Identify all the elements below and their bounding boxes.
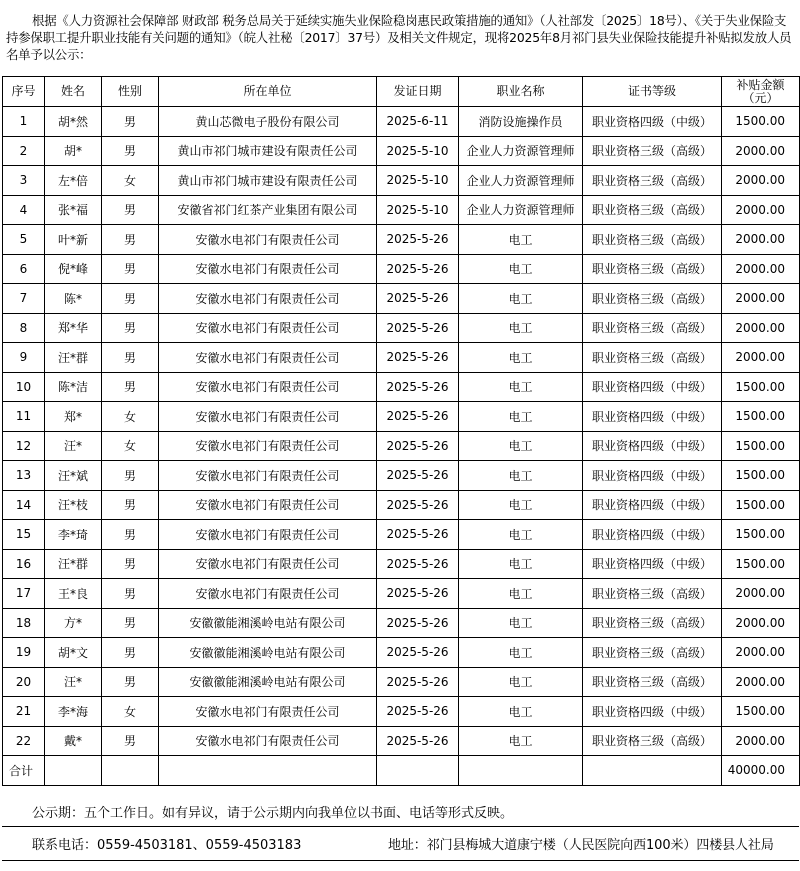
employer: 安徽水电祁门有限责任公司 — [159, 343, 377, 373]
table-total-row — [3, 756, 800, 786]
person-name: 叶*新 — [45, 225, 102, 255]
person-name: 李*海 — [45, 697, 102, 727]
gender: 男 — [102, 579, 159, 609]
employer: 安徽水电祁门有限责任公司 — [159, 254, 377, 284]
employer: 安徽水电祁门有限责任公司 — [159, 461, 377, 491]
cert-level: 职业资格四级（中级） — [583, 549, 722, 579]
person-name: 方* — [45, 608, 102, 638]
issue-date: 2025-5-26 — [377, 284, 459, 314]
employer: 安徽水电祁门有限责任公司 — [159, 313, 377, 343]
occupation: 企业人力资源管理师 — [459, 166, 583, 196]
table-row — [3, 667, 800, 697]
gender: 男 — [102, 549, 159, 579]
cert-level: 职业资格四级（中级） — [583, 520, 722, 550]
subsidy-amount: 1500.00 — [722, 461, 800, 491]
table-row — [3, 284, 800, 314]
issue-date: 2025-5-26 — [377, 667, 459, 697]
cert-level: 职业资格三级（高级） — [583, 726, 722, 756]
divider — [2, 826, 799, 827]
cert-level: 职业资格三级（高级） — [583, 254, 722, 284]
header-cell-issue-date: 发证日期 — [377, 77, 459, 107]
row-index: 8 — [3, 313, 45, 343]
total-amount: 40000.00 — [722, 756, 800, 786]
occupation: 企业人力资源管理师 — [459, 195, 583, 225]
cert-level: 职业资格三级（高级） — [583, 225, 722, 255]
subsidy-amount: 2000.00 — [722, 667, 800, 697]
subsidy-amount: 1500.00 — [722, 549, 800, 579]
employer: 安徽水电祁门有限责任公司 — [159, 549, 377, 579]
occupation: 电工 — [459, 313, 583, 343]
table-row — [3, 343, 800, 373]
row-index: 6 — [3, 254, 45, 284]
issue-date: 2025-5-26 — [377, 549, 459, 579]
gender: 男 — [102, 195, 159, 225]
cert-level: 职业资格四级（中级） — [583, 490, 722, 520]
cert-level: 职业资格四级（中级） — [583, 697, 722, 727]
table-row — [3, 195, 800, 225]
issue-date: 2025-5-26 — [377, 638, 459, 668]
issue-date: 2025-5-26 — [377, 579, 459, 609]
table-row — [3, 726, 800, 756]
issue-date: 2025-5-26 — [377, 726, 459, 756]
subsidy-amount: 2000.00 — [722, 579, 800, 609]
header-cell-cert-level: 证书等级 — [583, 77, 722, 107]
total-empty-cell — [459, 756, 583, 786]
row-index: 15 — [3, 520, 45, 550]
subsidy-amount: 2000.00 — [722, 343, 800, 373]
table-row — [3, 549, 800, 579]
row-index: 7 — [3, 284, 45, 314]
occupation: 企业人力资源管理师 — [459, 136, 583, 166]
total-empty-cell — [102, 756, 159, 786]
gender: 男 — [102, 461, 159, 491]
person-name: 汪*枝 — [45, 490, 102, 520]
cert-level: 职业资格四级（中级） — [583, 402, 722, 432]
gender: 男 — [102, 372, 159, 402]
person-name: 戴* — [45, 726, 102, 756]
occupation: 电工 — [459, 549, 583, 579]
subsidy-amount: 2000.00 — [722, 136, 800, 166]
employer: 安徽水电祁门有限责任公司 — [159, 431, 377, 461]
subsidy-amount: 2000.00 — [722, 608, 800, 638]
person-name: 汪*群 — [45, 343, 102, 373]
issue-date: 2025-5-26 — [377, 697, 459, 727]
total-empty-cell — [377, 756, 459, 786]
person-name: 倪*峰 — [45, 254, 102, 284]
person-name: 王*良 — [45, 579, 102, 609]
table-header-row — [3, 77, 800, 107]
header-cell-name: 姓名 — [45, 77, 102, 107]
row-index: 17 — [3, 579, 45, 609]
header-cell-amount — [722, 77, 800, 107]
occupation: 电工 — [459, 520, 583, 550]
person-name: 陈*洁 — [45, 372, 102, 402]
employer: 安徽徽能湘溪岭电站有限公司 — [159, 667, 377, 697]
person-name: 陈* — [45, 284, 102, 314]
subsidy-amount: 1500.00 — [722, 520, 800, 550]
subsidy-table — [2, 76, 800, 786]
person-name: 郑* — [45, 402, 102, 432]
intro-paragraph — [6, 12, 796, 63]
row-index: 3 — [3, 166, 45, 196]
issue-date: 2025-5-26 — [377, 402, 459, 432]
subsidy-amount: 1500.00 — [722, 490, 800, 520]
employer: 安徽水电祁门有限责任公司 — [159, 520, 377, 550]
issue-date: 2025-5-10 — [377, 195, 459, 225]
gender: 男 — [102, 608, 159, 638]
subsidy-amount: 2000.00 — [722, 313, 800, 343]
row-index: 21 — [3, 697, 45, 727]
table-row — [3, 136, 800, 166]
table-row — [3, 107, 800, 137]
header-cell-gender: 性别 — [102, 77, 159, 107]
occupation: 电工 — [459, 726, 583, 756]
occupation: 电工 — [459, 697, 583, 727]
issue-date: 2025-5-26 — [377, 343, 459, 373]
table-row — [3, 225, 800, 255]
occupation: 消防设施操作员 — [459, 107, 583, 137]
employer: 安徽水电祁门有限责任公司 — [159, 579, 377, 609]
table-row — [3, 431, 800, 461]
issue-date: 2025-5-26 — [377, 313, 459, 343]
table-row — [3, 254, 800, 284]
employer: 安徽水电祁门有限责任公司 — [159, 726, 377, 756]
gender: 男 — [102, 520, 159, 550]
person-name: 胡* — [45, 136, 102, 166]
subsidy-amount: 2000.00 — [722, 638, 800, 668]
cert-level: 职业资格四级（中级） — [583, 461, 722, 491]
employer: 安徽水电祁门有限责任公司 — [159, 225, 377, 255]
gender: 女 — [102, 166, 159, 196]
subsidy-amount: 1500.00 — [722, 697, 800, 727]
table-row — [3, 372, 800, 402]
employer: 安徽水电祁门有限责任公司 — [159, 697, 377, 727]
occupation: 电工 — [459, 579, 583, 609]
employer: 安徽徽能湘溪岭电站有限公司 — [159, 638, 377, 668]
header-cell-employer: 所在单位 — [159, 77, 377, 107]
issue-date: 2025-5-26 — [377, 490, 459, 520]
row-index: 5 — [3, 225, 45, 255]
row-index: 9 — [3, 343, 45, 373]
gender: 女 — [102, 697, 159, 727]
cert-level: 职业资格三级（高级） — [583, 343, 722, 373]
table-row — [3, 608, 800, 638]
occupation: 电工 — [459, 254, 583, 284]
cert-level: 职业资格三级（高级） — [583, 608, 722, 638]
row-index: 1 — [3, 107, 45, 137]
table-row — [3, 490, 800, 520]
occupation: 电工 — [459, 343, 583, 373]
subsidy-amount: 2000.00 — [722, 726, 800, 756]
occupation: 电工 — [459, 225, 583, 255]
table-row — [3, 313, 800, 343]
occupation: 电工 — [459, 608, 583, 638]
cert-level: 职业资格四级（中级） — [583, 431, 722, 461]
subsidy-amount: 1500.00 — [722, 372, 800, 402]
occupation: 电工 — [459, 490, 583, 520]
occupation: 电工 — [459, 284, 583, 314]
table-row — [3, 579, 800, 609]
table-row — [3, 638, 800, 668]
subsidy-amount: 2000.00 — [722, 284, 800, 314]
issue-date: 2025-5-26 — [377, 431, 459, 461]
issue-date: 2025-5-26 — [377, 254, 459, 284]
issue-date: 2025-5-26 — [377, 461, 459, 491]
person-name: 李*琦 — [45, 520, 102, 550]
gender: 男 — [102, 343, 159, 373]
gender: 男 — [102, 490, 159, 520]
person-name: 汪* — [45, 431, 102, 461]
person-name: 胡*文 — [45, 638, 102, 668]
total-empty-cell — [159, 756, 377, 786]
row-index: 4 — [3, 195, 45, 225]
gender: 男 — [102, 284, 159, 314]
cert-level: 职业资格三级（高级） — [583, 313, 722, 343]
issue-date: 2025-5-26 — [377, 372, 459, 402]
occupation: 电工 — [459, 461, 583, 491]
person-name: 汪*斌 — [45, 461, 102, 491]
cert-level: 职业资格三级（高级） — [583, 166, 722, 196]
employer: 黄山市祁门城市建设有限责任公司 — [159, 136, 377, 166]
cert-level: 职业资格三级（高级） — [583, 638, 722, 668]
person-name: 郑*华 — [45, 313, 102, 343]
row-index: 22 — [3, 726, 45, 756]
employer: 黄山芯微电子股份有限公司 — [159, 107, 377, 137]
occupation: 电工 — [459, 402, 583, 432]
cert-level: 职业资格三级（高级） — [583, 667, 722, 697]
employer: 黄山市祁门城市建设有限责任公司 — [159, 166, 377, 196]
row-index: 12 — [3, 431, 45, 461]
gender: 男 — [102, 225, 159, 255]
cert-level: 职业资格三级（高级） — [583, 579, 722, 609]
row-index: 2 — [3, 136, 45, 166]
subsidy-amount: 2000.00 — [722, 195, 800, 225]
header-cell-index: 序号 — [3, 77, 45, 107]
occupation: 电工 — [459, 431, 583, 461]
cert-level: 职业资格四级（中级） — [583, 372, 722, 402]
row-index: 20 — [3, 667, 45, 697]
amount-header-text: 补贴金额（元） — [736, 77, 785, 105]
cert-level: 职业资格三级（高级） — [583, 136, 722, 166]
cert-level: 职业资格三级（高级） — [583, 195, 722, 225]
header-cell-occupation: 职业名称 — [459, 77, 583, 107]
contact-address: 地址：祁门县梅城大道康宁楼（人民医院向西100米）四楼县人社局 — [388, 838, 774, 853]
cert-level: 职业资格四级（中级） — [583, 107, 722, 137]
divider — [2, 860, 799, 861]
occupation: 电工 — [459, 372, 583, 402]
person-name: 汪* — [45, 667, 102, 697]
employer: 安徽水电祁门有限责任公司 — [159, 372, 377, 402]
gender: 男 — [102, 107, 159, 137]
occupation: 电工 — [459, 667, 583, 697]
employer: 安徽水电祁门有限责任公司 — [159, 402, 377, 432]
row-index: 18 — [3, 608, 45, 638]
intro-text: 根据《人力资源社会保障部 财政部 税务总局关于延续实施失业保险稳岗惠民政策措施的通知》（人社部发〔2025〕18号）、《关于失业保险支持参保职工提升职业技能有关问题的通知》（皖人社秘〔2017〕37号）及相关文件规定，现将2025年8月祁门县失业保险技能提升补贴拟发放人员名单予以公示： — [6, 13, 792, 62]
table-row — [3, 697, 800, 727]
cert-level: 职业资格三级（高级） — [583, 284, 722, 314]
issue-date: 2025-5-10 — [377, 136, 459, 166]
subsidy-amount: 1500.00 — [722, 107, 800, 137]
total-empty-cell — [583, 756, 722, 786]
gender: 女 — [102, 431, 159, 461]
issue-date: 2025-5-10 — [377, 166, 459, 196]
occupation: 电工 — [459, 638, 583, 668]
person-name: 胡*然 — [45, 107, 102, 137]
issue-date: 2025-5-26 — [377, 520, 459, 550]
row-index: 19 — [3, 638, 45, 668]
total-label: 合计 — [3, 756, 45, 786]
table-row — [3, 520, 800, 550]
row-index: 14 — [3, 490, 45, 520]
row-index: 16 — [3, 549, 45, 579]
subsidy-amount: 2000.00 — [722, 225, 800, 255]
row-index: 10 — [3, 372, 45, 402]
contact-phone: 联系电话：0559-4503181、0559-4503183 — [32, 838, 302, 853]
gender: 男 — [102, 313, 159, 343]
gender: 男 — [102, 254, 159, 284]
subsidy-amount: 1500.00 — [722, 402, 800, 432]
employer: 安徽徽能湘溪岭电站有限公司 — [159, 608, 377, 638]
table-row — [3, 461, 800, 491]
gender: 女 — [102, 402, 159, 432]
gender: 男 — [102, 638, 159, 668]
person-name: 汪*群 — [45, 549, 102, 579]
issue-date: 2025-5-26 — [377, 608, 459, 638]
employer: 安徽省祁门红茶产业集团有限公司 — [159, 195, 377, 225]
subsidy-amount: 2000.00 — [722, 254, 800, 284]
total-empty-cell — [45, 756, 102, 786]
row-index: 11 — [3, 402, 45, 432]
notice-text: 公示期：五个工作日。如有异议，请于公示期内向我单位以书面、电话等形式反映。 — [32, 806, 514, 821]
gender: 男 — [102, 136, 159, 166]
person-name: 张*福 — [45, 195, 102, 225]
gender: 男 — [102, 667, 159, 697]
subsidy-amount: 2000.00 — [722, 166, 800, 196]
gender: 男 — [102, 726, 159, 756]
subsidy-amount: 1500.00 — [722, 431, 800, 461]
table-row — [3, 402, 800, 432]
employer: 安徽水电祁门有限责任公司 — [159, 284, 377, 314]
table-row — [3, 166, 800, 196]
row-index: 13 — [3, 461, 45, 491]
issue-date: 2025-6-11 — [377, 107, 459, 137]
issue-date: 2025-5-26 — [377, 225, 459, 255]
employer: 安徽水电祁门有限责任公司 — [159, 490, 377, 520]
person-name: 左*倍 — [45, 166, 102, 196]
